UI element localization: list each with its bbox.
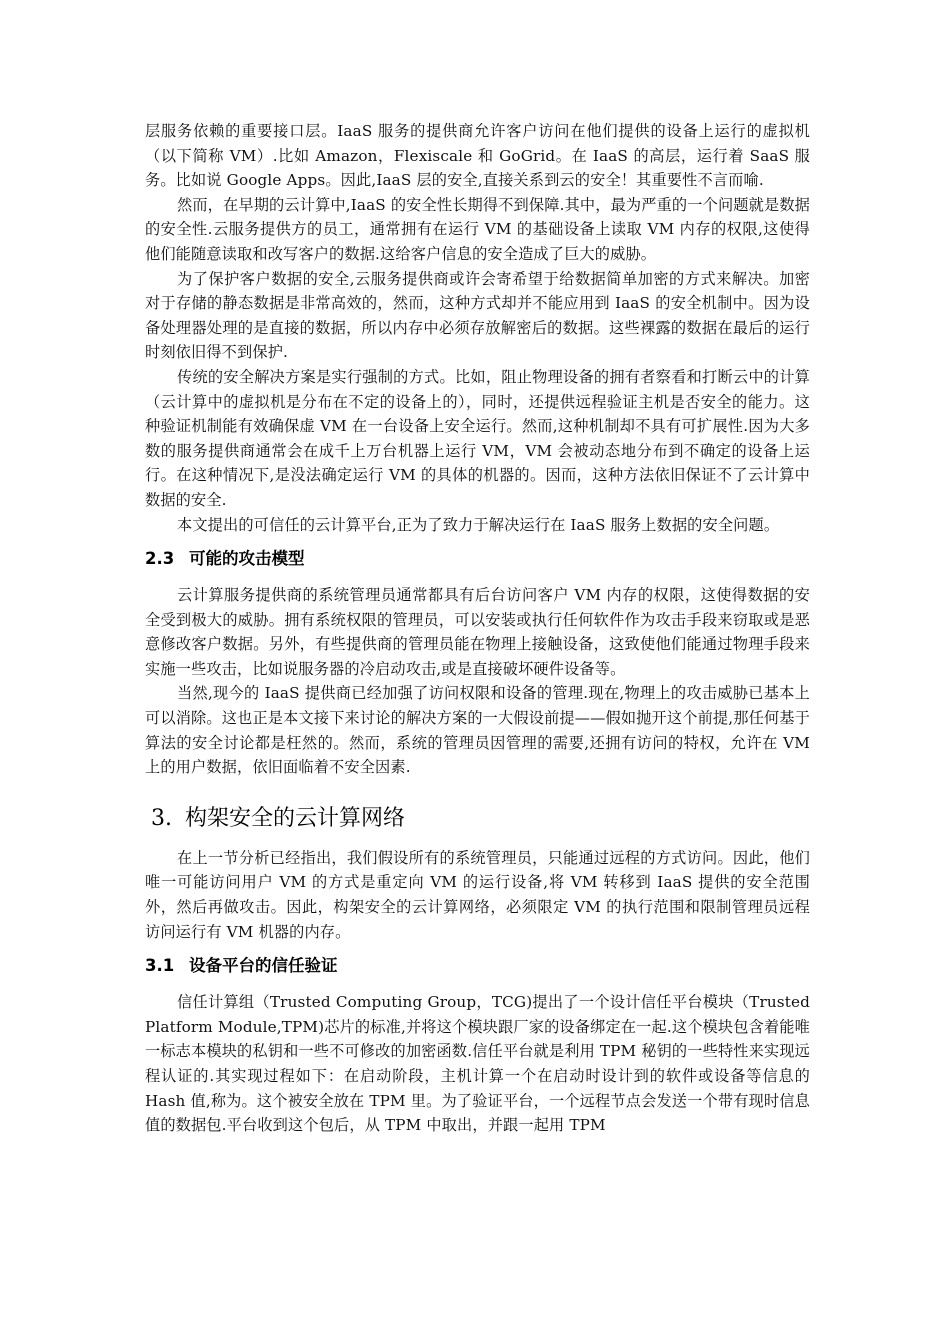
- body-paragraph: 为了保护客户数据的安全,云服务提供商或许会寄希望于给数据简单加密的方式来解决。加密对于存储的静态数据是非常高效的，然而，这种方式却并不能应用到 IaaS 的安全机制中。因为设备处理器处理的是直接的数据，所以内存中必须存放解密后的数据。这些裸露的数据在最后的运行时刻依旧得不到保护.: [145, 269, 810, 362]
- body-paragraph: 然而，在早期的云计算中,IaaS 的安全性长期得不到保障.其中，最为严重的一个问题就是数据的安全性.云服务提供方的员工，通常拥有在运行 VM 的基础设备上读取 VM 内存的权限,这使得他们能随意读取和改写客户的数据.这给客户信息的安全造成了巨大的威胁。: [145, 195, 810, 263]
- body-paragraph: 当然,现今的 IaaS 提供商已经加强了访问权限和设备的管理.现在,物理上的攻击威胁已基本上可以消除。这也正是本文接下来讨论的解决方案的一大假设前提——假如抛开这个前提,那任何基于算法的安全讨论都是枉然的。然而，系统的管理员因管理的需要,还拥有访问的特权，允许在 VM 上的用户数据，依旧面临着不安全因素.: [145, 684, 810, 777]
- chapter-number: 3.: [151, 805, 172, 831]
- body-paragraph: 本文提出的可信任的云计算平台,正为了致力于解决运行在 IaaS 服务上数据的安全问题。: [177, 515, 780, 534]
- section-number: 3.1: [145, 956, 175, 976]
- chapter-title: 构架安全的云计算网络: [185, 805, 406, 831]
- document-page: [145, 119, 810, 1138]
- body-paragraph: 在上一节分析已经指出，我们假设所有的系统管理员，只能通过远程的方式访问。因此，他们唯一可能访问用户 VM 的方式是重定向 VM 的运行设备,将 VM 转移到 IaaS 提供的安全范围外，然后再做攻击。因此，构架安全的云计算网络，必须限定 VM 的执行范围和限制管理员远程访问运行有 VM 机器的内存。: [145, 848, 810, 941]
- body-paragraph: 云计算服务提供商的系统管理员通常都具有后台访问客户 VM 内存的权限，这使得数据的安全受到极大的威胁。拥有系统权限的管理员，可以安装或执行任何软件作为攻击手段来窃取或是恶意修改客户数据。另外，有些提供商的管理员能在物理上接触设备，这致使他们能通过物理手段来实施一些攻击，比如说服务器的冷启动攻击,或是直接破坏硬件设备等。: [145, 586, 810, 678]
- section-heading-3-1: [145, 954, 810, 978]
- body-paragraph: 层服务依赖的重要接口层。IaaS 服务的提供商允许客户访问在他们提供的设备上运行的虚拟机（以下简称 VM）.比如 Amazon，Flexiscale 和 GoGrid。在 IaaS 的高层，运行着 SaaS 服务。比如说 Google Apps。因此,IaaS 层的安全,直接关系到云的安全！其重要性不言而喻.: [145, 122, 810, 190]
- body-paragraph: 传统的安全解决方案是实行强制的方式。比如，阻止物理设备的拥有者察看和打断云中的计算（云计算中的虚拟机是分布在不定的设备上的），同时，还提供远程验证主机是否安全的能力。这种验证机制能有效确保虚 VM 在一台设备上安全运行。然而,这种机制却不具有可扩展性.因为大多数的服务提供商通常会在成千上万台机器上运行 VM，VM 会被动态地分布到不确定的设备上运行。在这种情况下,是没法确定运行 VM 的具体的机器的。因而，这种方法依旧保证不了云计算中数据的安全.: [145, 367, 810, 509]
- chapter-heading-3: [145, 802, 810, 836]
- section-title: 可能的攻击模型: [189, 549, 305, 569]
- section-number: 2.3: [145, 549, 175, 569]
- section-heading-2-3: [145, 547, 810, 571]
- section-title: 设备平台的信任验证: [189, 956, 338, 976]
- body-paragraph: 信任计算组（Trusted Computing Group，TCG)提出了一个设计信任平台模块（Trusted Platform Module,TPM)芯片的标准,并将这个模块跟厂家的设备绑定在一起.这个模块包含着能唯一标志本模块的私钥和一些不可修改的加密函数.信任平台就是利用 TPM 秘钥的一些特性来实现远程认证的.其实现过程如下：在启动阶段，主机计算一个在启动时设计到的软件或设备等信息的 Hash 值,称为。这个被安全放在 TPM 里。为了验证平台，一个远程节点会发送一个带有现时信息值的数据包.平台收到这个包后，从 TPM 中取出，并跟一起用 TPM: [145, 993, 810, 1135]
